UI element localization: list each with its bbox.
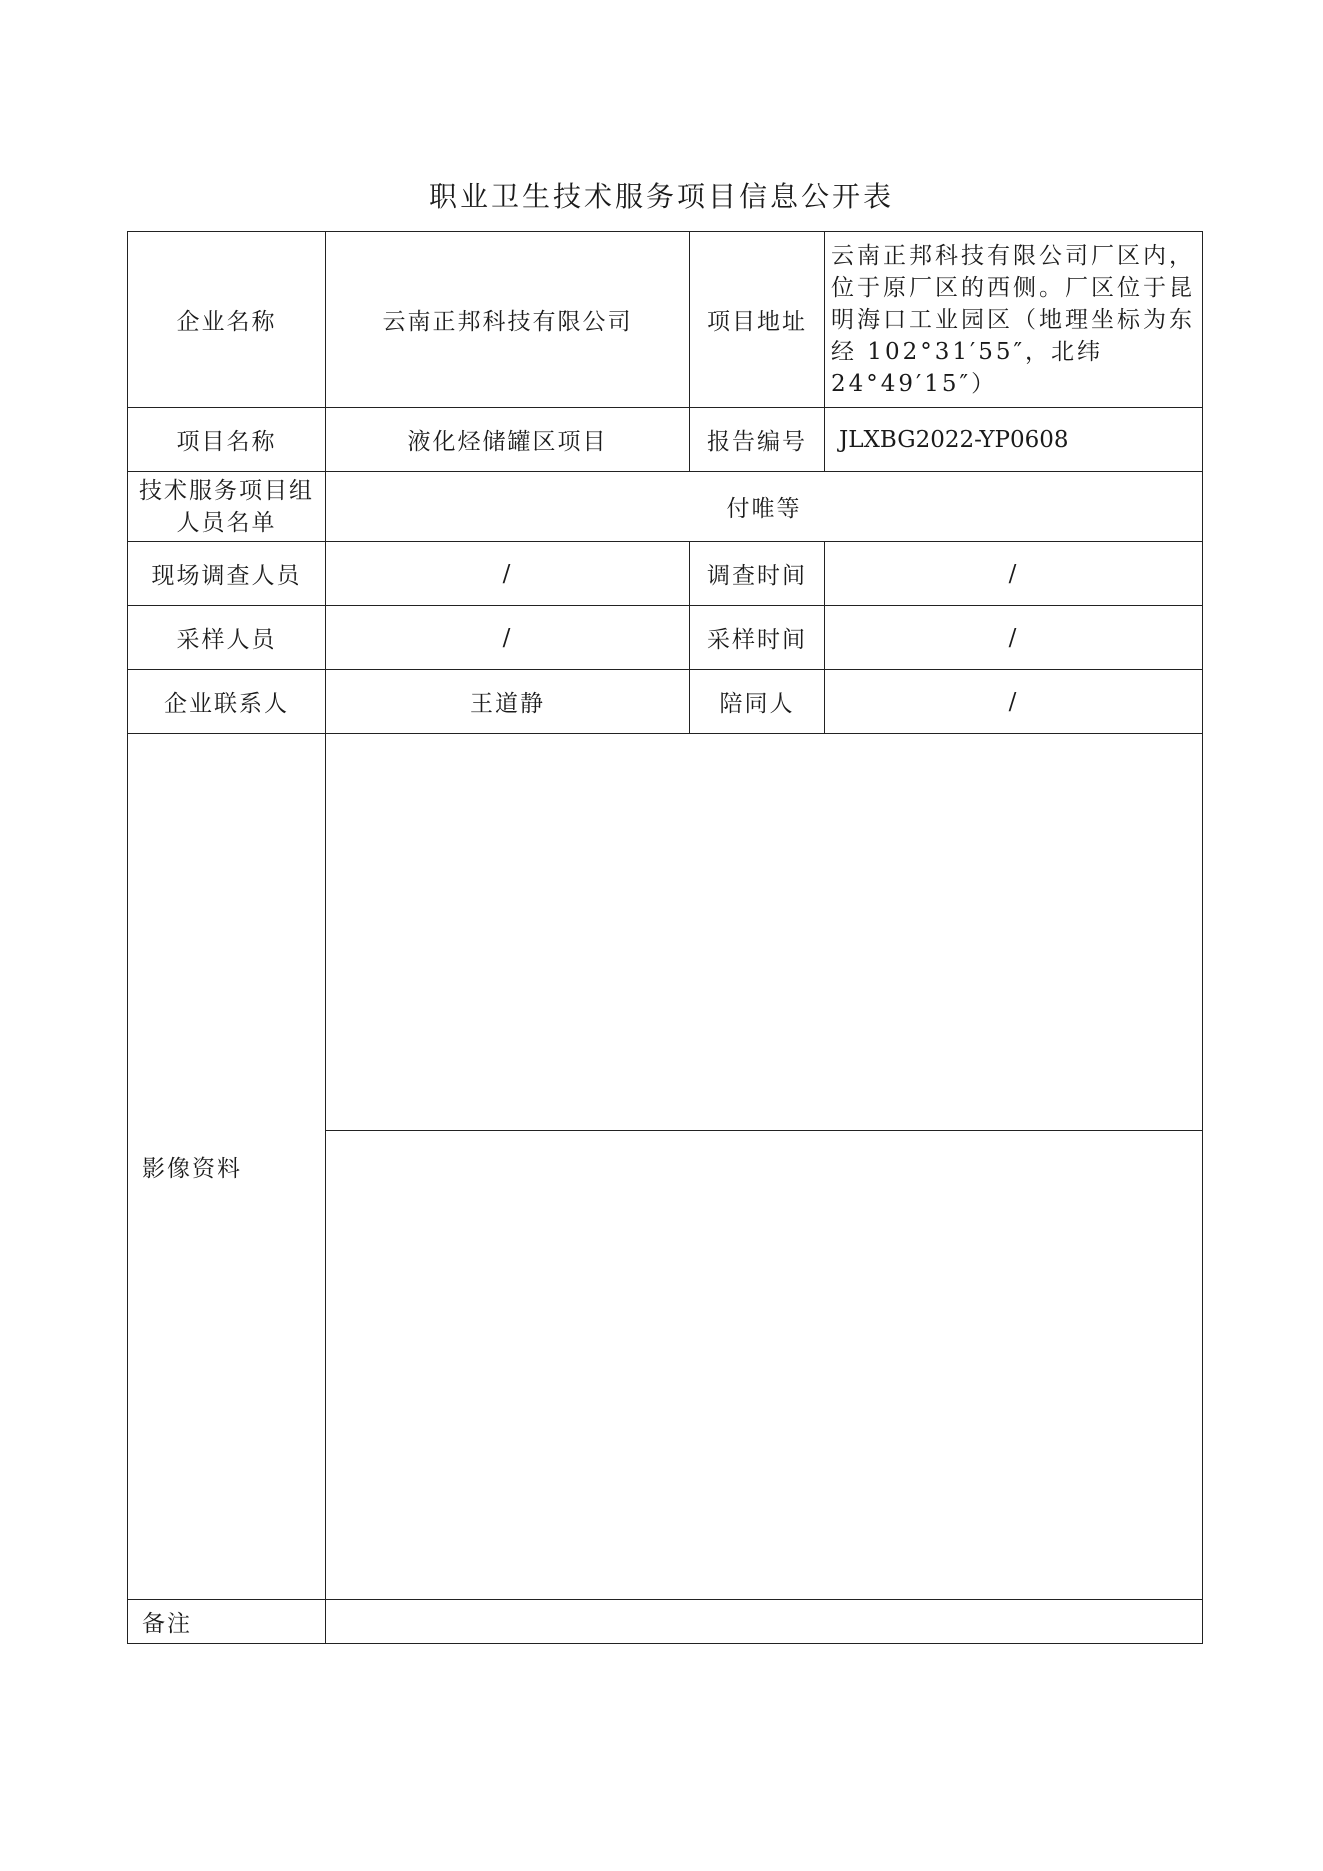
table-row [128, 734, 1203, 1600]
table-row [128, 606, 1203, 670]
contact-value: 王道静 [326, 670, 690, 734]
survey-staff-label: 现场调查人员 [128, 542, 326, 606]
contact-label: 企业联系人 [128, 670, 326, 734]
escort-label: 陪同人 [690, 670, 825, 734]
table-row [128, 670, 1203, 734]
remarks-label: 备注 [128, 1600, 326, 1644]
table-row [128, 472, 1203, 542]
team-value: 付唯等 [326, 472, 1203, 542]
remarks-value [326, 1600, 1203, 1644]
survey-staff-value: / [326, 542, 690, 606]
sampling-staff-value: / [326, 606, 690, 670]
table-row [128, 408, 1203, 472]
escort-value: / [825, 670, 1203, 734]
table-row [128, 542, 1203, 606]
photo-slot-2 [326, 1131, 1202, 1599]
images-area [326, 734, 1203, 1600]
photo-slot-1 [326, 734, 1202, 1131]
sampling-time-label: 采样时间 [690, 606, 825, 670]
project-address-label: 项目地址 [690, 232, 825, 408]
document-title: 职业卫生技术服务项目信息公开表 [428, 180, 894, 213]
images-label: 影像资料 [128, 734, 326, 1600]
company-name-label: 企业名称 [128, 232, 326, 408]
sampling-staff-label: 采样人员 [128, 606, 326, 670]
survey-time-label: 调查时间 [690, 542, 825, 606]
sampling-time-value: / [825, 606, 1203, 670]
report-no-label: 报告编号 [690, 408, 825, 472]
table-row [128, 232, 1203, 408]
team-label: 技术服务项目组人员名单 [128, 472, 326, 542]
survey-time-value: / [825, 542, 1203, 606]
company-name-value: 云南正邦科技有限公司 [326, 232, 690, 408]
project-name-label: 项目名称 [128, 408, 326, 472]
info-disclosure-table [127, 231, 1203, 1644]
project-address-value: 云南正邦科技有限公司厂区内，位于原厂区的西侧。厂区位于昆明海口工业园区（地理坐标为东经 102°31′55″，北纬 24°49′15″） [825, 232, 1203, 408]
table-row [128, 1600, 1203, 1644]
report-no-value: JLXBG2022-YP0608 [825, 408, 1203, 472]
project-name-value: 液化烃储罐区项目 [326, 408, 690, 472]
